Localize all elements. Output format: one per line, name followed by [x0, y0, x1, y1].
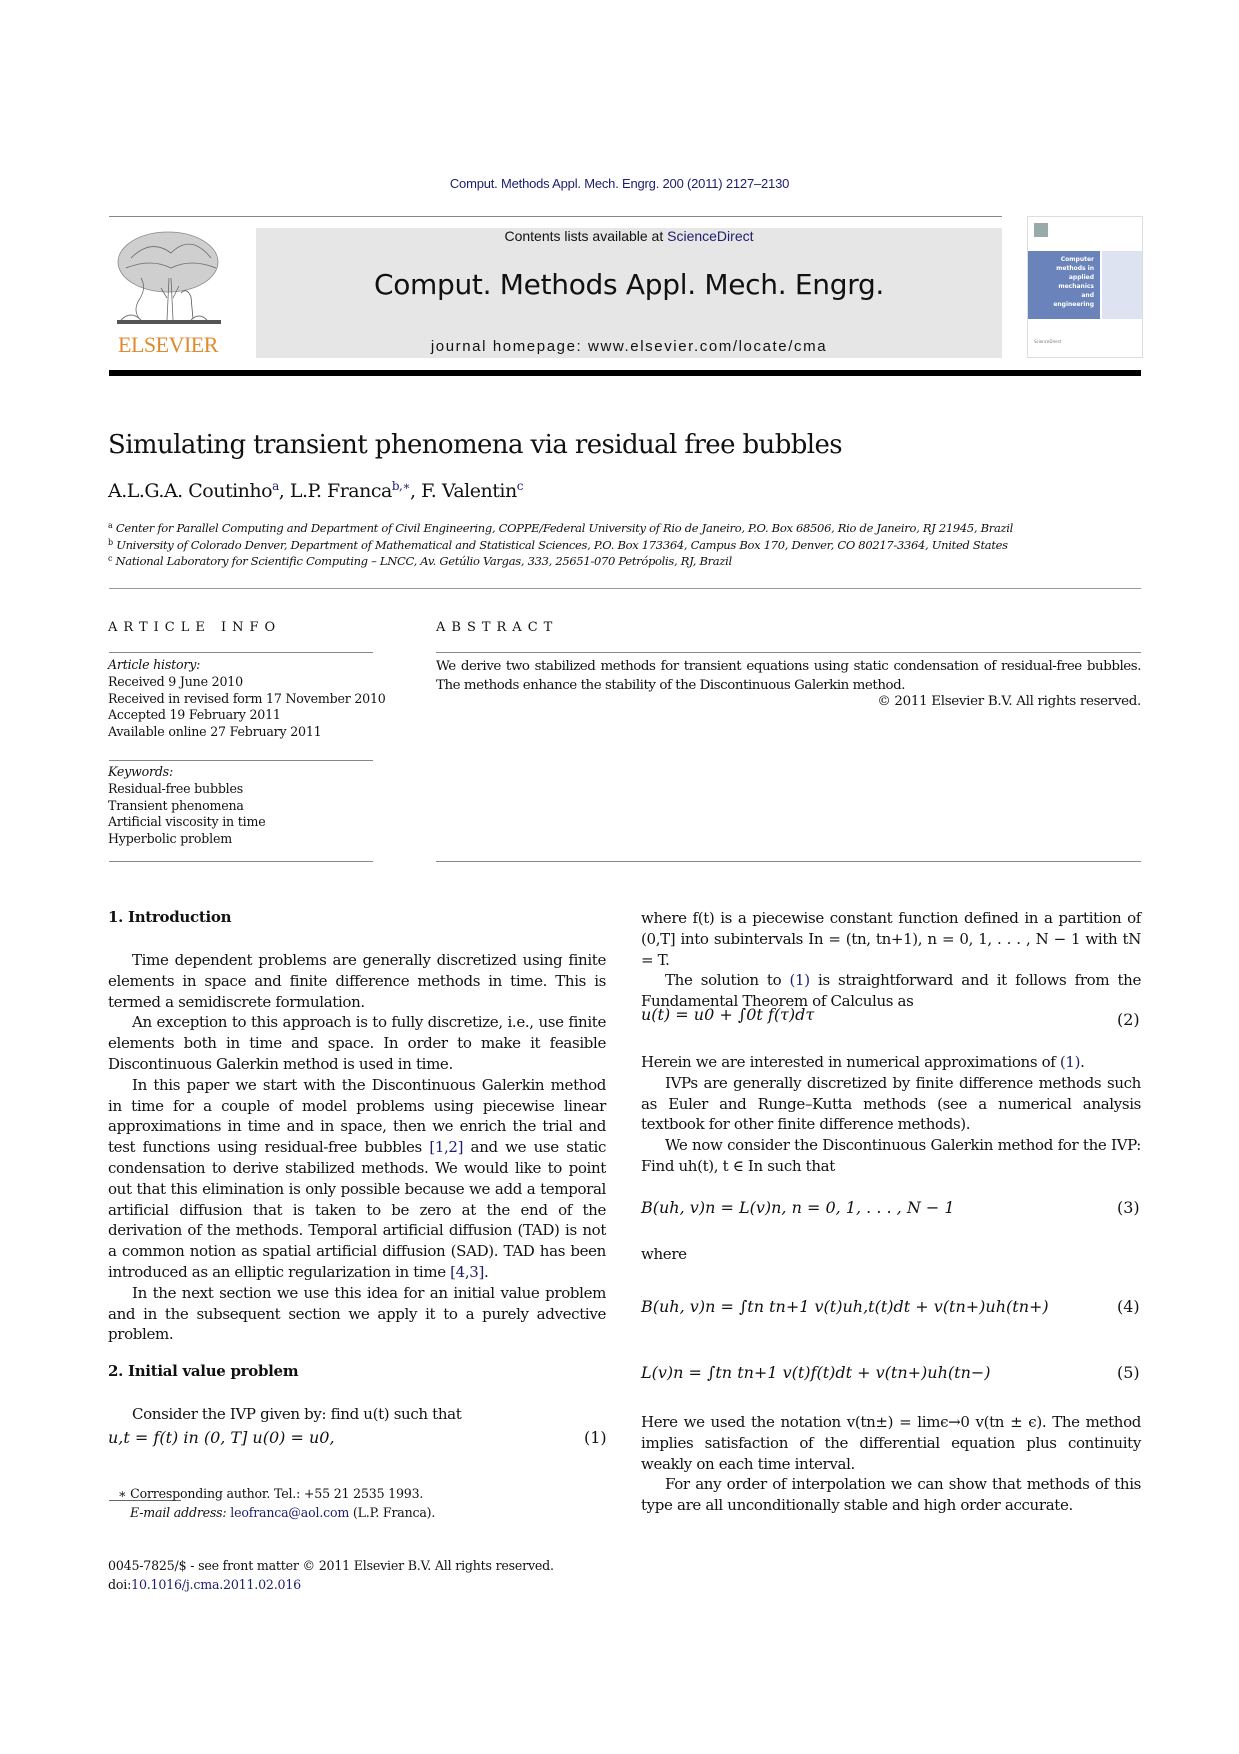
paragraph: where	[641, 1245, 687, 1263]
keyword: Artificial viscosity in time	[108, 814, 266, 830]
journal-title: Comput. Methods Appl. Mech. Engrg.	[373, 268, 885, 301]
paragraph: We now consider the Discontinuous Galerkin method for the IVP: Find uh(t), t ∈ In such that	[641, 1136, 1141, 1175]
cover-side-panel	[1102, 251, 1142, 319]
email-link[interactable]: leofranca@aol.com	[230, 1505, 350, 1520]
abstract-heading: ABSTRACT	[436, 620, 559, 635]
author-name: F. Valentin	[421, 480, 517, 502]
abstract-rule	[436, 652, 1141, 653]
contents-prefix: Contents lists available at	[504, 228, 668, 244]
header-rule	[109, 216, 1002, 217]
affiliation	[108, 520, 1013, 537]
journal-cover-icon	[1034, 223, 1048, 237]
doi-label: doi:	[108, 1577, 132, 1592]
elsevier-logo[interactable]	[107, 228, 229, 360]
cover-title-panel	[1028, 251, 1100, 319]
journal-homepage[interactable]: journal homepage: www.elsevier.com/locate/cma	[430, 338, 828, 355]
cover-title-line: mechanics	[1058, 283, 1094, 290]
section-heading: 1. Introduction	[108, 908, 232, 926]
paragraph	[641, 1052, 1141, 1073]
equation-link[interactable]: (1)	[1059, 1053, 1081, 1071]
email-label: E-mail address:	[130, 1505, 231, 1520]
article-info-rule	[109, 652, 373, 653]
title-rule	[109, 588, 1141, 589]
paragraph-text: In this paper we start with the Discontinuous Galerkin method in time for a couple of model problems using piecewise linear approximations in time and in space, then we enrich the trial and test functions using residual-free bubbles	[108, 1075, 606, 1157]
history-item: Received 9 June 2010	[108, 673, 243, 689]
author-name: L.P. Franca	[289, 480, 392, 502]
equation-number: (5)	[1117, 1363, 1140, 1382]
equation-number: (3)	[1117, 1198, 1140, 1217]
paragraph	[108, 1075, 606, 1283]
paragraph: For any order of interpolation we can show that methods of this type are all unconditionally stable and high order accurate.	[641, 1475, 1141, 1515]
paragraph: IVPs are generally discretized by finite difference methods such as Euler and Runge–Kutta methods (see a numerical analysis textbook for other finite difference methods).	[641, 1073, 1141, 1134]
abstract-bottom-rule	[436, 861, 1141, 862]
footnote-corresponding: ∗ Corresponding author. Tel.: +55 21 2535 1993.	[118, 1486, 424, 1501]
paragraph-block	[641, 1412, 1141, 1516]
affiliation-text: University of Colorado Denver, Department of Mathematical and Statistical Sciences, P.O. Box 173364, Campus Box 170, Denver, CO 80217-3364, United States	[116, 537, 1008, 552]
affiliations	[108, 520, 1013, 570]
cover-title	[1053, 255, 1094, 309]
affiliation-text: National Laboratory for Scientific Computing – LNCC, Av. Getúlio Vargas, 333, 25651-070 Petrópolis, RJ, Brazil	[115, 554, 732, 568]
affiliation-marker: a	[108, 521, 113, 530]
paragraph: Time dependent problems are generally discretized using finite elements in space and finite difference methods in time. This is termed a semidiscrete formulation.	[108, 951, 606, 1011]
equation-number: (1)	[584, 1428, 607, 1447]
email-owner: (L.P. Franca).	[349, 1505, 436, 1520]
article-info-heading: ARTICLE INFO	[108, 620, 282, 635]
equation-5: L(v)n = ∫tn tn+1 v(t)f(t)dt + v(tn+)uh(tn−)	[641, 1363, 991, 1382]
author-name: A.L.G.A. Coutinho	[108, 480, 273, 502]
left-column	[108, 950, 606, 1345]
front-matter	[108, 1556, 554, 1594]
article-title: Simulating transient phenomena via residual free bubbles	[108, 430, 843, 460]
author-affil-link[interactable]: c	[516, 479, 523, 493]
elsevier-tree-icon	[111, 228, 225, 330]
abstract-copyright: © 2011 Elsevier B.V. All rights reserved.	[877, 694, 1141, 709]
paragraph-text: Herein we are interested in numerical approximations of	[641, 1053, 1060, 1071]
paragraph-text: .	[483, 1262, 489, 1281]
keyword: Transient phenomena	[108, 797, 244, 813]
affiliation-marker: b	[108, 537, 113, 547]
paragraph-text: and we use static condensation to derive stabilized methods. We would like to point out that this elimination is only possible because we add a temporal artificial diffusion that is taken to be zero at the end of the derivation of the methods. Temporal artificial diffusion (TAD) is not a common notion as spatial artificial diffusion (SAD). TAD has been introduced as an elliptic regularization in time	[108, 1138, 606, 1281]
history-item: Received in revised form 17 November 2010	[108, 690, 386, 706]
history-item: Accepted 19 February 2011	[108, 707, 281, 723]
equation-3: B(uh, v)n = L(v)n, n = 0, 1, . . . , N − 1	[641, 1198, 955, 1217]
reference-link[interactable]: [1,2]	[429, 1138, 464, 1157]
journal-citation[interactable]: Comput. Methods Appl. Mech. Engrg. 200 (2011) 2127–2130	[449, 176, 790, 191]
paragraph: In the next section we use this idea for an initial value problem and in the subsequent section we apply it to a purely advective problem.	[108, 1283, 606, 1344]
affiliation	[108, 553, 1013, 570]
paragraph-block	[108, 1404, 606, 1425]
affiliation-marker: c	[108, 554, 113, 563]
paragraph: Consider the IVP given by: find u(t) such that	[132, 1405, 462, 1423]
keywords-label: Keywords:	[108, 764, 173, 779]
paragraph-block	[641, 1052, 1141, 1177]
cover-title-line: Computer	[1060, 256, 1094, 263]
article-info-rule	[109, 760, 373, 761]
cover-title-line: and	[1081, 292, 1094, 299]
cover-title-line: methods in	[1056, 265, 1094, 272]
keywords	[108, 764, 265, 848]
equation-1: u,t = f(t) in (0, T] u(0) = u0,	[108, 1428, 335, 1447]
equation-4: B(uh, v)n = ∫tn tn+1 v(t)uh,t(t)dt + v(tn+)uh(tn+)	[641, 1297, 1049, 1316]
header-thick-rule	[109, 370, 1141, 376]
footnote-email	[130, 1503, 435, 1522]
affiliation-text: Center for Parallel Computing and Department of Civil Engineering, COPPE/Federal University of Rio de Janeiro, P.O. Box 68506, Rio de Janeiro, RJ 21945, Brazil	[115, 521, 1014, 535]
journal-cover[interactable]	[1027, 216, 1143, 358]
article-history	[108, 657, 386, 741]
keyword: Hyperbolic problem	[108, 831, 232, 847]
paragraph-text: is straightforward and it follows from the Fundamental Theorem of Calculus as	[641, 971, 1141, 1011]
section-heading: 2. Initial value problem	[108, 1362, 299, 1380]
author-affil-link[interactable]: b,∗	[391, 479, 410, 493]
author-list: A.L.G.A. Coutinho$^a$, L.P. Franca$^{b,∗}$, F. Valentin$^c$	[108, 479, 523, 502]
history-label: Article history:	[108, 657, 201, 672]
contents-line	[256, 228, 1002, 244]
article-info-rule	[109, 861, 373, 862]
paragraph: An exception to this approach is to fully discretize, i.e., use finite elements both in time and space. In order to make it feasible Discontinuous Galerkin method is used in time.	[108, 1013, 606, 1073]
paragraph-block	[641, 1244, 1141, 1265]
cover-sciencedirect-mark: ScienceDirect	[1034, 339, 1062, 344]
equation-number: (2)	[1117, 1010, 1140, 1029]
elsevier-wordmark: ELSEVIER	[118, 332, 218, 357]
keyword: Residual-free bubbles	[108, 780, 244, 796]
abstract-text: We derive two stabilized methods for transient equations using static condensation of residual-free bubbles. The methods enhance the stability of the Discontinuous Galerkin method.	[436, 659, 1141, 693]
affiliation	[108, 537, 1013, 554]
paragraph: Here we used the notation v(tn±) = limϵ→0 v(tn ± ϵ). The method implies satisfaction of the differential equation plus continuity weakly on each time interval.	[641, 1413, 1141, 1473]
author-affil-link[interactable]: a	[272, 479, 279, 493]
journal-banner	[256, 228, 1002, 358]
paragraph-text: .	[1080, 1053, 1085, 1071]
cover-title-line: applied	[1068, 274, 1094, 281]
right-column	[641, 908, 1141, 1012]
doi-link[interactable]: 10.1016/j.cma.2011.02.016	[131, 1577, 301, 1592]
paragraph-text: The solution to	[665, 971, 790, 990]
equation-link[interactable]: (1)	[789, 971, 810, 990]
cover-title-line: engineering	[1053, 301, 1094, 308]
sciencedirect-link[interactable]: ScienceDirect	[667, 228, 754, 244]
front-matter-text: 0045-7825/$ - see front matter © 2011 Elsevier B.V. All rights reserved.	[108, 1558, 554, 1573]
reference-link[interactable]: [4,3]	[450, 1262, 484, 1281]
doi-line	[108, 1575, 554, 1594]
equation-number: (4)	[1117, 1297, 1140, 1316]
paragraph: where f(t) is a piecewise constant function defined in a partition of (0,T] into subintervals In = (tn, tn+1), n = 0, 1, . . . , N − 1 with tN = T.	[641, 909, 1141, 969]
equation-2: u(t) = u0 + ∫0t f(τ)dτ	[641, 1005, 815, 1024]
history-item: Available online 27 February 2011	[108, 724, 322, 740]
